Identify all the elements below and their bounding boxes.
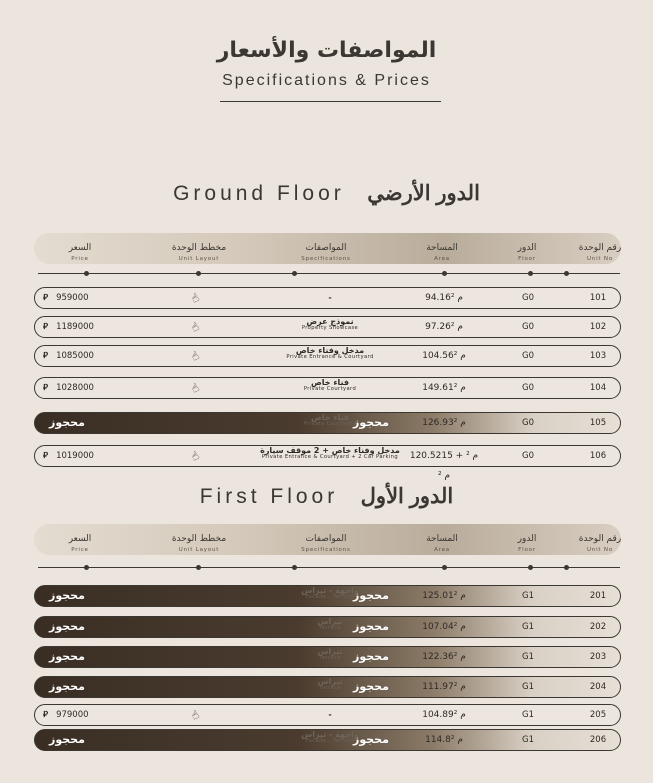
separator-dot	[292, 565, 297, 570]
unit-row[interactable]	[34, 646, 621, 668]
unit-area: 107.04م ²	[422, 622, 466, 632]
spec-english: Private Entrance & Courtyard + 2 Car Parking	[261, 454, 399, 461]
ground-header-separator	[38, 273, 620, 274]
unit-number: 205	[589, 710, 607, 720]
header-spec	[256, 236, 396, 262]
unit-row[interactable]	[34, 377, 621, 399]
header-floor-en: Floor	[518, 546, 536, 553]
unit-specifications	[242, 378, 418, 398]
unit-area: 111.97م ²	[422, 682, 466, 692]
booked-badge: محجوز	[49, 733, 85, 746]
unit-number: 102	[589, 322, 607, 332]
ground-floor-title-ar: الدور الأرضي	[367, 182, 480, 205]
spec-arabic: مدخل وفناء خاص + 2 موقف سيارة	[260, 446, 400, 455]
header-spec	[256, 527, 396, 553]
unit-price	[43, 346, 123, 366]
unit-area: 104.89م ²	[422, 710, 466, 720]
unit-row[interactable]	[34, 345, 621, 367]
currency-icon: ⃁	[43, 351, 49, 361]
header-floor-ar: الدور	[517, 534, 537, 544]
currency-icon: ⃁	[43, 322, 49, 332]
header-price-en: Price	[71, 546, 89, 553]
header-area-ar: المساحة	[426, 534, 458, 544]
hand-pointer-icon[interactable]: ☝	[188, 448, 202, 464]
header-floor-ar: الدور	[517, 243, 537, 253]
header-unit-en: Unit No	[586, 255, 614, 262]
booked-badge: محجوز	[49, 620, 85, 633]
booked-overlay: محجوز	[353, 416, 389, 429]
spec-english: Facade - Terrace	[305, 594, 355, 601]
header-unit	[552, 527, 648, 553]
header-unit	[552, 236, 648, 262]
spec-english: Terrace	[319, 625, 341, 632]
unit-area: 114.8م ²	[425, 735, 463, 745]
unit-number: 105	[589, 418, 607, 428]
header-price-en: Price	[71, 255, 89, 262]
unit-specifications	[242, 288, 418, 308]
currency-icon: ⃁	[43, 293, 49, 303]
header-spec-ar: المواصفات	[305, 534, 347, 544]
unit-area: 97.26م ²	[425, 322, 463, 332]
hand-pointer-icon[interactable]: ☝	[188, 290, 202, 306]
separator-dot	[84, 271, 89, 276]
unit-number: 202	[589, 622, 607, 632]
hand-pointer-icon[interactable]: ☝	[188, 380, 202, 396]
unit-floor: G0	[522, 322, 534, 332]
price-value: 1085000	[56, 351, 94, 361]
first-floor-title	[0, 484, 653, 509]
price-value: 959000	[56, 293, 89, 303]
hand-pointer-icon[interactable]: ☝	[188, 319, 202, 335]
unit-row[interactable]	[34, 445, 621, 481]
unit-number: 204	[589, 682, 607, 692]
hand-pointer-icon[interactable]: ☝	[188, 348, 202, 364]
header-spec-ar: المواصفات	[305, 243, 347, 253]
unit-floor: G1	[522, 710, 534, 720]
first-header-separator	[38, 567, 620, 568]
spec-english: Private Courtyard	[303, 421, 357, 428]
header-floor	[492, 236, 562, 262]
unit-floor: G1	[522, 622, 534, 632]
spec-arabic: واجهة - تيراس	[301, 730, 359, 739]
unit-floor: G0	[522, 351, 534, 361]
spec-arabic: فناء خاص	[311, 413, 349, 422]
unit-area: 125.01م ²	[422, 591, 466, 601]
separator-dot	[442, 271, 447, 276]
booked-overlay: محجوز	[353, 589, 389, 602]
title-divider	[220, 101, 441, 102]
header-spec-en: Specifications	[301, 255, 351, 262]
spec-arabic: نموذج عرض	[306, 317, 354, 326]
header-floor-en: Floor	[518, 255, 536, 262]
unit-price	[43, 288, 123, 308]
header-layout-ar: مخطط الوحدة	[171, 534, 227, 544]
unit-specifications	[242, 705, 418, 725]
header-area-ar: المساحة	[426, 243, 458, 253]
unit-area: 94.16م ²	[425, 293, 463, 303]
spec-arabic: -	[328, 293, 332, 302]
unit-row[interactable]	[34, 585, 621, 607]
unit-floor: G1	[522, 682, 534, 692]
unit-price	[43, 705, 123, 725]
unit-floor: G1	[522, 591, 534, 601]
spec-english: Private Entrance & Courtyard	[286, 354, 374, 361]
header-unit-ar: رقم الوحدة	[578, 243, 622, 253]
header-price-ar: السعر	[68, 243, 92, 253]
booked-badge: محجوز	[49, 589, 85, 602]
spec-english: Terrace	[319, 685, 341, 692]
unit-row[interactable]	[34, 729, 621, 751]
header-floor	[492, 527, 562, 553]
unit-number: 201	[589, 591, 607, 601]
separator-dot	[564, 565, 569, 570]
unit-floor: G0	[522, 418, 534, 428]
price-value: 1019000	[56, 451, 94, 461]
header-layout	[154, 527, 244, 553]
header-area	[394, 236, 490, 262]
separator-dot	[528, 565, 533, 570]
spec-arabic: فناء خاص	[311, 378, 349, 387]
unit-row[interactable]	[34, 676, 621, 698]
header-spec-en: Specifications	[301, 546, 351, 553]
header-layout-en: Unit Layout	[178, 546, 220, 553]
unit-row[interactable]	[34, 412, 621, 434]
header-unit-ar: رقم الوحدة	[578, 534, 622, 544]
unit-area: 120.52م ² + 15 م ²	[409, 451, 479, 481]
separator-dot	[196, 565, 201, 570]
header-price-ar: السعر	[68, 534, 92, 544]
unit-row[interactable]	[34, 316, 621, 338]
unit-floor: G0	[522, 383, 534, 393]
unit-specifications	[242, 446, 418, 466]
separator-dot	[84, 565, 89, 570]
spec-english: Property Showcase	[301, 325, 359, 332]
spec-arabic: تيراس	[317, 677, 343, 686]
page-title-arabic: المواصفات والأسعار	[216, 38, 437, 63]
header-layout	[154, 236, 244, 262]
unit-area: 104.56م ²	[422, 351, 466, 361]
booked-overlay: محجوز	[353, 620, 389, 633]
spec-english: Terrace	[319, 655, 341, 662]
separator-dot	[292, 271, 297, 276]
header-layout-ar: مخطط الوحدة	[171, 243, 227, 253]
booked-badge: محجوز	[49, 680, 85, 693]
header-layout-en: Unit Layout	[178, 255, 220, 262]
header-area	[394, 527, 490, 553]
header-price	[44, 527, 116, 553]
separator-dot	[196, 271, 201, 276]
unit-price	[43, 317, 123, 337]
separator-dot	[564, 271, 569, 276]
unit-specifications	[242, 317, 418, 337]
unit-number: 104	[589, 383, 607, 393]
price-value: 1028000	[56, 383, 94, 393]
spec-arabic: -	[328, 710, 332, 719]
separator-dot	[442, 565, 447, 570]
ground-table-header	[34, 233, 621, 264]
first-floor-title-ar: الدور الأول	[360, 485, 454, 508]
booked-overlay: محجوز	[353, 680, 389, 693]
spec-arabic: واجهة - تيراس	[301, 586, 359, 595]
header-price	[44, 236, 116, 262]
header-area-en: Area	[434, 255, 450, 262]
price-value: 1189000	[56, 322, 94, 332]
unit-number: 106	[589, 451, 607, 461]
unit-number: 203	[589, 652, 607, 662]
unit-area: 149.61م ²	[422, 383, 466, 393]
unit-row[interactable]	[34, 616, 621, 638]
currency-icon: ⃁	[43, 710, 49, 720]
spec-english: Private Courtyard	[303, 386, 357, 393]
spec-arabic: تيراس	[317, 617, 343, 626]
booked-overlay: محجوز	[353, 733, 389, 746]
booked-badge: محجوز	[49, 416, 85, 429]
spec-arabic: مدخل وفناء خاص	[295, 346, 365, 355]
first-floor-title-en: First Floor	[199, 485, 339, 508]
header-unit-en: Unit No	[586, 546, 614, 553]
ground-floor-title	[0, 181, 653, 206]
unit-row[interactable]	[34, 287, 621, 309]
spec-english: Facade - Terrace	[305, 738, 355, 745]
header-area-en: Area	[434, 546, 450, 553]
currency-icon: ⃁	[43, 383, 49, 393]
page-title-english: Specifications & Prices	[222, 72, 431, 89]
unit-price	[43, 378, 123, 398]
unit-floor: G1	[522, 735, 534, 745]
unit-number: 101	[589, 293, 607, 303]
unit-floor: G1	[522, 652, 534, 662]
unit-area: 122.36م ²	[422, 652, 466, 662]
ground-floor-title-en: Ground Floor	[173, 182, 345, 205]
unit-floor: G0	[522, 293, 534, 303]
unit-area: 126.93م ²	[422, 418, 466, 428]
booked-badge: محجوز	[49, 650, 85, 663]
unit-number: 103	[589, 351, 607, 361]
hand-pointer-icon[interactable]: ☝	[188, 707, 202, 723]
booked-overlay: محجوز	[353, 650, 389, 663]
unit-number: 206	[589, 735, 607, 745]
first-table-header	[34, 524, 621, 555]
unit-floor: G0	[522, 451, 534, 461]
unit-specifications	[242, 346, 418, 366]
separator-dot	[528, 271, 533, 276]
price-value: 979000	[56, 710, 89, 720]
spec-arabic: تيراس	[317, 647, 343, 656]
unit-price	[43, 446, 123, 466]
currency-icon: ⃁	[43, 451, 49, 461]
unit-row[interactable]	[34, 704, 621, 726]
